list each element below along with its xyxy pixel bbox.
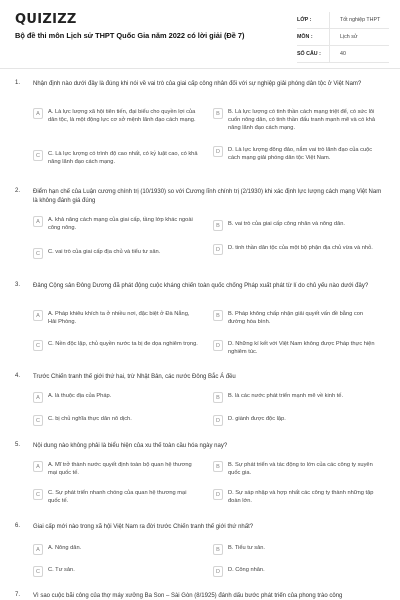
option-text: A. Pháp khiêu khích ta ở nhiều nơi, đặc biệt ở Đà Nẵng, Hải Phòng. [48,311,190,325]
option-b[interactable] [213,392,378,403]
option-letter-box: A [33,108,43,119]
meta-row-subject [297,29,389,46]
question-number: 6. [15,523,21,529]
option-letter-box: C [33,150,43,161]
option-text: B. Là lực lượng có tinh thần cách mạng triệt để, có sức lôi cuốn nông dân, có tinh thần đấu tranh mạnh mẽ và có khả năng lãnh đạo cách mạng. [228,109,376,131]
option-text: C. vai trò của giai cấp địa chủ và tiểu tư sản. [48,249,161,255]
question-number: 5. [15,442,21,448]
option-b[interactable] [213,461,378,477]
meta-value: Tốt nghiệp THPT [329,12,389,28]
meta-value: Lịch sử [329,29,389,45]
meta-row-count [297,46,389,63]
option-text: A. khả năng cách mạng của giai cấp, tầng lớp khác ngoài công nông. [48,217,193,231]
option-text: D. Công nhân. [228,567,265,573]
option-d[interactable] [213,340,378,356]
option-b[interactable] [213,108,378,132]
quizizz-logo: QUIZIZZ [15,12,77,27]
option-letter-box: D [213,340,223,351]
option-letter-box: B [213,392,223,403]
option-text: D. tinh thần dân tộc của một bộ phận địa chủ vừa và nhỏ. [228,245,373,251]
option-letter-box: C [33,248,43,259]
question-text: Giai cấp mới nào trong xã hội Việt Nam ra đời trước Chiến tranh thế giới thứ nhất? [33,524,254,530]
meta-value: 40 [329,46,389,62]
option-b[interactable] [213,544,378,555]
option-c[interactable] [33,489,198,505]
option-d[interactable] [213,244,378,255]
option-text: D. Sự sáp nhập và hợp nhất các công ty thành những tập đoàn lớn. [228,490,374,504]
option-letter-box: D [213,489,223,500]
question-number: 7. [15,592,21,598]
option-text: B. là các nước phát triển mạnh mẽ về kinh tế. [228,393,344,399]
question-text: Đảng Cộng sản Đông Dương đã phát động cuộc kháng chiến toàn quốc chống Pháp xuất phát từ lí do chủ yếu nào dưới đây? [33,283,369,289]
document-title: Bộ đề thi môn Lịch sử THPT Quốc Gia năm 2022 có lời giải (Đề 7) [15,31,245,40]
option-d[interactable] [213,566,378,577]
meta-key: MÔN : [297,34,313,40]
option-letter-box: A [33,392,43,403]
meta-table [297,12,389,63]
option-letter-box: B [213,220,223,231]
option-letter-box: C [33,566,43,577]
option-text: A. là thuộc địa của Pháp. [48,393,112,399]
question-text: Vì sao cuộc bãi công của thợ máy xưởng Ba Son – Sài Gòn (8/1925) đánh dấu bước phát triển của phong trào công [33,593,343,599]
question-number: 4. [15,373,21,379]
option-letter-box: B [213,310,223,321]
option-letter-box: D [213,415,223,426]
option-letter-box: B [213,108,223,119]
option-d[interactable] [213,146,378,162]
option-text: D. Những kí kết với Việt Nam không được Pháp thực hiện nghiêm túc. [228,341,375,355]
option-letter-box: B [213,544,223,555]
option-letter-box: C [33,489,43,500]
option-letter-box: A [33,461,43,472]
question-text: Nội dung nào không phải là biểu hiện của xu thế toàn cầu hóa ngày nay? [33,443,228,449]
option-d[interactable] [213,415,378,426]
meta-key: LỚP : [297,17,312,23]
option-letter-box: C [33,340,43,351]
option-c[interactable] [33,340,198,351]
option-text: A. Là lực lượng xã hội tiên tiến, đại biểu cho quyền lợi của dân tộc, là một động lực cơ sở mệnh lãnh đạo cách mạng. [48,109,196,123]
option-letter-box: A [33,216,43,227]
option-c[interactable] [33,566,198,577]
question-number: 1. [15,80,21,86]
question-text: Trước Chiến tranh thế giới thứ hai, trừ Nhật Bản, các nước Đông Bắc Á đều [33,374,236,380]
option-text: C. bị chủ nghĩa thực dân nô dịch. [48,416,132,422]
option-letter-box: D [213,566,223,577]
question-text: Điểm hạn chế của Luận cương chính trị (10/1930) so với Cương lĩnh chính trị (2/1930) khi xác định lực lượng cách mạng Việt Nam là không đánh giá đúng [33,189,382,204]
option-a[interactable] [33,392,198,403]
meta-key: SỐ CÂU : [297,51,321,57]
option-a[interactable] [33,461,198,477]
option-b[interactable] [213,310,378,326]
option-letter-box: B [213,461,223,472]
option-text: B. vai trò của giai cấp công nhân và nông dân. [228,221,345,227]
option-a[interactable] [33,310,198,326]
option-text: D. Là lực lượng đông đảo, nắm vai trò lãnh đạo của cuộc cách mạng giải phóng dân tộc Việt Nam. [228,147,373,161]
option-text: C. Tư sản. [48,567,75,573]
option-letter-box: A [33,544,43,555]
option-a[interactable] [33,216,198,232]
option-text: C. Nền độc lập, chủ quyền nước ta bị đe dọa nghiêm trọng. [48,341,198,347]
question-number: 3. [15,282,21,288]
option-text: C. Sự phát triển nhanh chóng của quan hệ thương mại quốc tế. [48,490,187,504]
question-number: 2. [15,188,21,194]
option-letter-box: A [33,310,43,321]
meta-row-class [297,12,389,29]
question-text: Nhận định nào dưới đây là đúng khi nói về vai trò của giai cấp công nhân đối với sự nghiệp giải phóng dân tộc ở Việt Nam? [33,81,362,87]
option-c[interactable] [33,248,198,259]
option-text: B. Tiểu tư sản. [228,545,266,551]
option-c[interactable] [33,150,198,166]
option-d[interactable] [213,489,378,505]
option-letter-box: D [213,146,223,157]
option-text: A. Nông dân. [48,545,82,551]
option-text: A. Mĩ trở thành nước quyết định toàn bộ quan hệ thương mại quốc tế. [48,462,192,476]
header-divider [0,68,400,69]
option-b[interactable] [213,220,378,231]
option-text: B. Sự phát triển và tác động to lớn của các công ty xuyên quốc gia. [228,462,373,476]
option-text: B. Pháp không chấp nhận giải quyết vấn đề bằng con đường hòa bình. [228,311,364,325]
option-text: D. giành được độc lập. [228,416,286,422]
option-letter-box: C [33,415,43,426]
option-a[interactable] [33,544,198,555]
option-text: C. Là lực lượng có trình độ cao nhất, có kỷ luật cao, có khả năng lãnh đạo cách mạng. [48,151,198,165]
option-a[interactable] [33,108,198,124]
option-letter-box: D [213,244,223,255]
option-c[interactable] [33,415,198,426]
